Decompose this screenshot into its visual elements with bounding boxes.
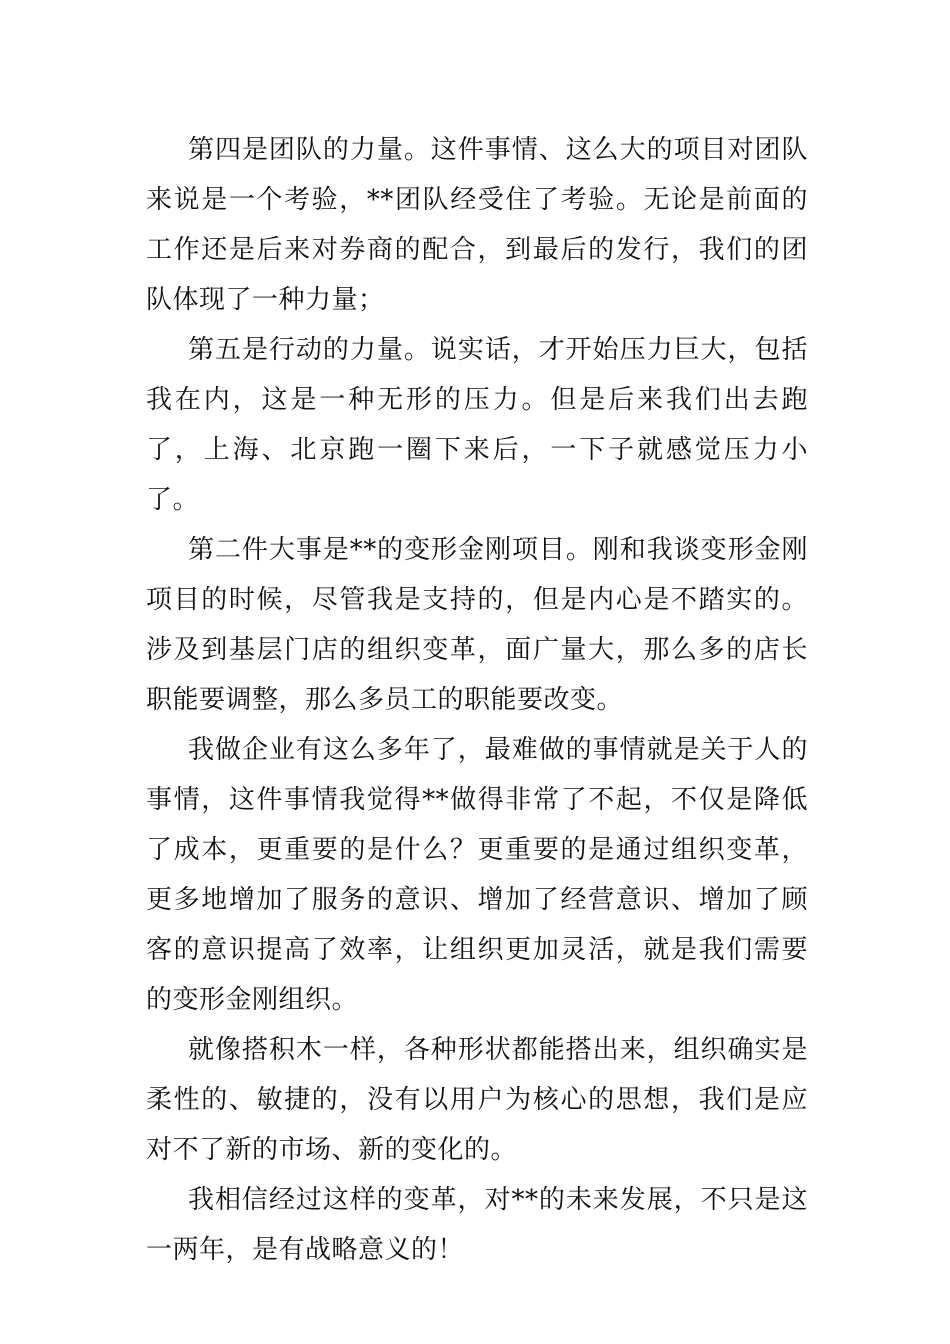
paragraph-strategic-significance: 我相信经过这样的变革，对**的未来发展，不只是这一两年，是有战略意义的！	[146, 1185, 808, 1265]
paragraph-building-blocks: 就像搭积木一样，各种形状都能搭出来，组织确实是柔性的、敏捷的，没有以用户为核心的思想，我们是应对不了新的市场、新的变化的。	[146, 1035, 808, 1165]
paragraph-team-strength: 第四是团队的力量。这件事情、这么大的项目对团队来说是一个考验，**团队经受住了考验。无论是前面的工作还是后来对券商的配合，到最后的发行，我们的团队体现了一种力量；	[146, 135, 808, 315]
paragraph-transformer-project: 第二件大事是**的变形金刚项目。刚和我谈变形金刚项目的时候，尽管我是支持的，但是内心是不踏实的。涉及到基层门店的组织变革，面广量大，那么多的店长职能要调整，那么多员工的职能要改变。	[146, 535, 808, 715]
paragraph-organizational-change: 我做企业有这么多年了，最难做的事情就是关于人的事情，这件事情我觉得**做得非常了不起，不仅是降低了成本，更重要的是什么？更重要的是通过组织变革，更多地增加了服务的意识、增加了经营意识、增加了顾客的意识提高了效率，让组织更加灵活，就是我们需要的变形金刚组织。	[146, 735, 808, 1015]
document-body	[146, 125, 808, 1275]
paragraph-action-strength: 第五是行动的力量。说实话，才开始压力巨大，包括我在内，这是一种无形的压力。但是后来我们出去跑了，上海、北京跑一圈下来后，一下子就感觉压力小了。	[146, 335, 808, 515]
